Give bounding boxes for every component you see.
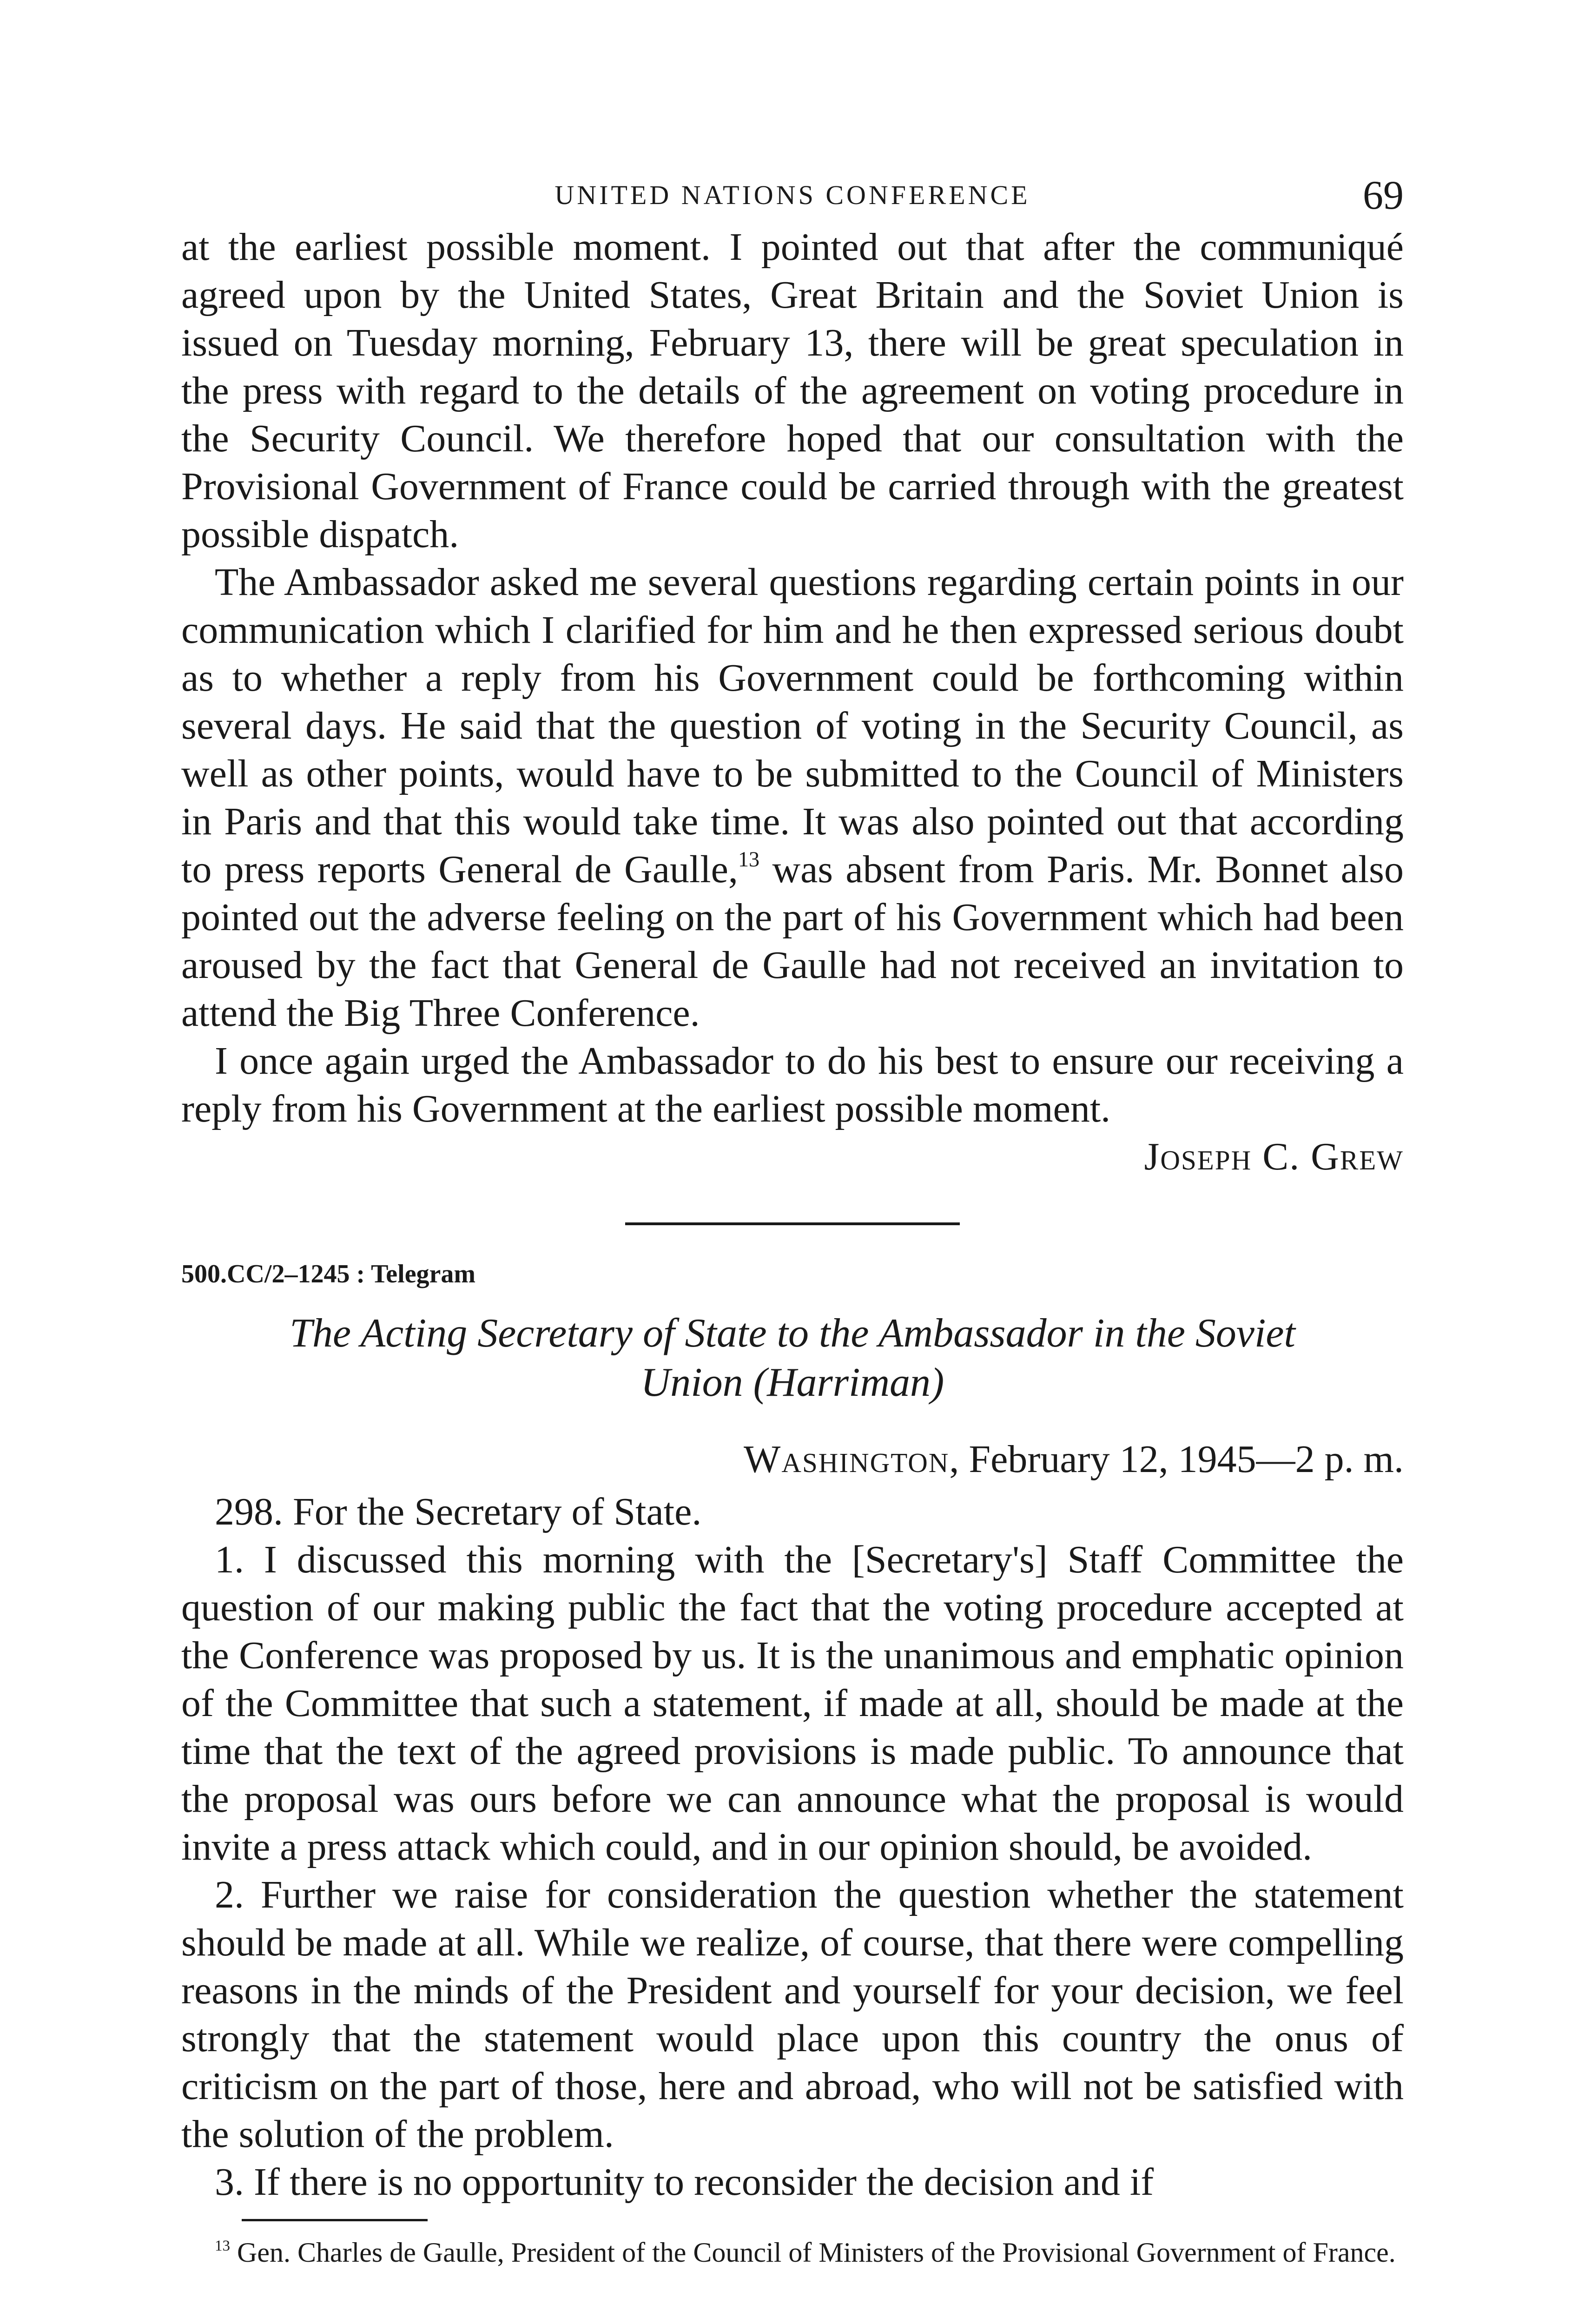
footnote-text: Gen. Charles de Gaulle, President of the Council of Ministers of the Provisional Government of France. bbox=[230, 2237, 1396, 2268]
signature: Joseph C. Grew bbox=[1144, 1135, 1404, 1178]
paragraph-continued bbox=[181, 223, 1404, 558]
running-head bbox=[181, 172, 1404, 223]
telegram-body bbox=[181, 1488, 1404, 2206]
footnote-divider bbox=[242, 2219, 428, 2221]
footnote-reference[interactable]: 13 bbox=[738, 847, 760, 872]
document-page bbox=[181, 172, 1404, 2270]
footnote-number: 13 bbox=[215, 2237, 230, 2254]
paragraph-point-1: 1. I discussed this morning with the [Secretary's] Staff Committee the question of our making public the fact that the voting procedure accepted at the Conference was proposed by us. It is the unanimous and emphatic opinion of the Committee that such a statement, if made at all, should be made at the time that the text of the agreed provisions is made public. To announce that the proposal was ours before we can announce what the proposal is would invite a press attack which could, and in our opinion should, be avoided. bbox=[181, 1538, 1404, 1868]
dateline-date: , February 12, 1945—2 p. m. bbox=[949, 1438, 1404, 1481]
paragraph-text: was absent from Paris. Mr. Bonnet also pointed out the adverse feeling on the part of his Government which had been aroused by the fact that General de Gaulle had not received an invitation to attend the Big Three Conference. bbox=[181, 848, 1404, 1035]
page-number: 69 bbox=[1363, 173, 1404, 218]
paragraph-ambassador-questions bbox=[181, 558, 1404, 1037]
paragraph-urged: I once again urged the Ambassador to do his best to ensure our receiving a reply from his Government at the earliest possible moment. bbox=[181, 1039, 1404, 1130]
paragraph-text: at the earliest possible moment. I pointed out that after the communiqué agreed upon by the United States, Great Britain and the Soviet Union is issued on Tuesday morning, February 13, there will be great speculation in the press with regard to the details of the agreement on voting procedure in the Security Council. We therefore hoped that our consultation with the Provisional Government of France could be carried through with the greatest possible dispatch. bbox=[181, 225, 1404, 556]
letter-body bbox=[181, 223, 1404, 1133]
paragraph-text: The Ambassador asked me several questions regarding certain points in our communication which I clarified for him and he then expressed serious doubt as to whether a reply from his Government could be forthcoming within several days. He said that the question of voting in the Security Council, as well as other points, would have to be submitted to the Council of Ministers in Paris and that this would take time. It was also pointed out that according to press reports General de Gaulle, bbox=[181, 561, 1404, 891]
file-reference: 500.CC/2–1245 : Telegram bbox=[181, 1260, 476, 1288]
paragraph-addressee: 298. For the Secretary of State. bbox=[215, 1490, 702, 1533]
footnote bbox=[181, 2235, 1404, 2270]
document-title: The Acting Secretary of State to the Ambassador in the Soviet Union (Harriman) bbox=[290, 1311, 1295, 1405]
section-divider bbox=[625, 1222, 960, 1225]
running-title: UNITED NATIONS CONFERENCE bbox=[554, 180, 1030, 210]
paragraph-point-3: 3. If there is no opportunity to reconsider the decision and if bbox=[215, 2160, 1154, 2204]
dateline bbox=[181, 1435, 1404, 1483]
paragraph-point-2: 2. Further we raise for consideration the question whether the statement should be made at all. While we realize, of course, that there were compelling reasons in the minds of the President and yourself for your decision, we feel strongly that the statement would place upon this country the onus of criticism on the part of those, here and abroad, who will not be satisfied with the solution of the problem. bbox=[181, 1873, 1404, 2156]
dateline-place: Washington bbox=[744, 1438, 950, 1481]
